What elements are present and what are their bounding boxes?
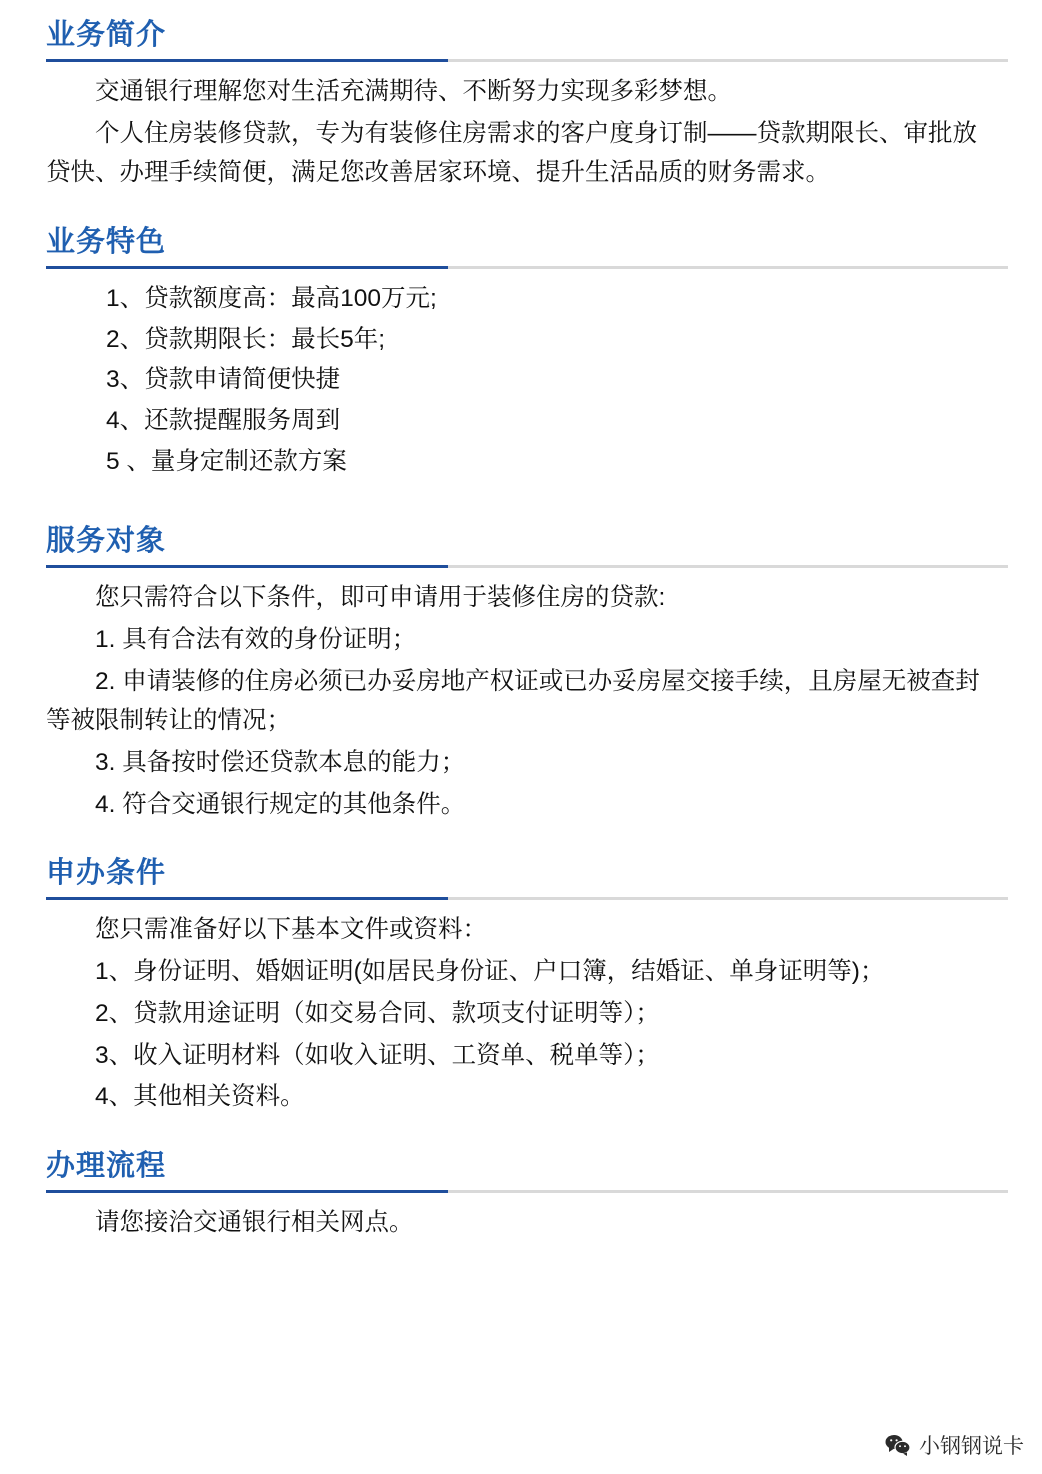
paragraph: 您只需符合以下条件，即可申请用于装修住房的贷款: (95, 584, 666, 612)
section-title: 申办条件 (46, 857, 167, 890)
section-body (30, 910, 1012, 1116)
paragraph: 交通银行理解您对生活充满期待、不断努力实现多彩梦想。 (95, 78, 732, 105)
section-body (30, 72, 1012, 193)
list-item: 1、贷款额度高：最高100万元; (106, 285, 437, 313)
list-item: 5 、量身定制还款方案 (106, 447, 347, 475)
section-divider (46, 1190, 1008, 1193)
spacer (30, 199, 1012, 207)
paragraph: 4. 符合交通银行规定的其他条件。 (95, 790, 466, 818)
list-item: 3、贷款申请简便快捷 (106, 366, 341, 394)
section-application-conditions (30, 838, 1012, 1116)
paragraph: 您只需准备好以下基本文件或资料： (95, 916, 487, 944)
list-item: 2、贷款期限长：最长5年; (106, 325, 386, 353)
section-title: 业务简介 (46, 19, 167, 51)
spacer (30, 1123, 1012, 1131)
paragraph: 1. 具有合法有效的身份证明； (95, 626, 417, 654)
section-divider (46, 565, 1008, 568)
section-title: 业务特色 (46, 226, 167, 259)
section-divider (46, 266, 1008, 269)
wechat-account-badge (885, 1430, 1024, 1460)
section-body (30, 578, 1012, 824)
wechat-icon (885, 1434, 911, 1456)
section-service-target (30, 506, 1012, 824)
spacer (30, 488, 1012, 506)
section-title: 服务对象 (46, 525, 167, 558)
section-business-features (30, 207, 1012, 482)
paragraph: 个人住房装修贷款，专为有装修住房需求的客户度身订制——贷款期限长、审批放贷快、办理手续简便，满足您改善居家环境、提升生活品质的财务需求。 (46, 119, 977, 187)
feature-list (30, 279, 1012, 482)
list-item: 4、还款提醒服务周到 (106, 407, 341, 435)
paragraph: 1、身份证明、婚姻证明(如居民身份证、户口簿，结婚证、单身证明等)； (95, 958, 885, 986)
paragraph: 4、其他相关资料。 (95, 1083, 305, 1111)
paragraph: 3. 具备按时偿还贷款本息的能力； (95, 749, 466, 777)
section-title: 办理流程 (46, 1149, 167, 1182)
paragraph: 2. 申请装修的住房必须已办妥房地产权证或已办妥房屋交接手续，且房屋无被查封等被限制转让的情况； (46, 667, 980, 735)
section-process (30, 1131, 1012, 1243)
paragraph: 2、贷款用途证明（如交易合同、款项支付证明等）； (95, 999, 660, 1027)
section-divider (46, 59, 1008, 62)
section-body (30, 1203, 1012, 1243)
spacer (30, 830, 1012, 838)
section-divider (46, 897, 1008, 900)
section-business-intro (30, 0, 1012, 193)
paragraph: 请您接洽交通银行相关网点。 (95, 1208, 414, 1236)
paragraph: 3、收入证明材料（如收入证明、工资单、税单等）； (95, 1041, 660, 1069)
wechat-account-name: 小钢钢说卡 (919, 1435, 1024, 1458)
